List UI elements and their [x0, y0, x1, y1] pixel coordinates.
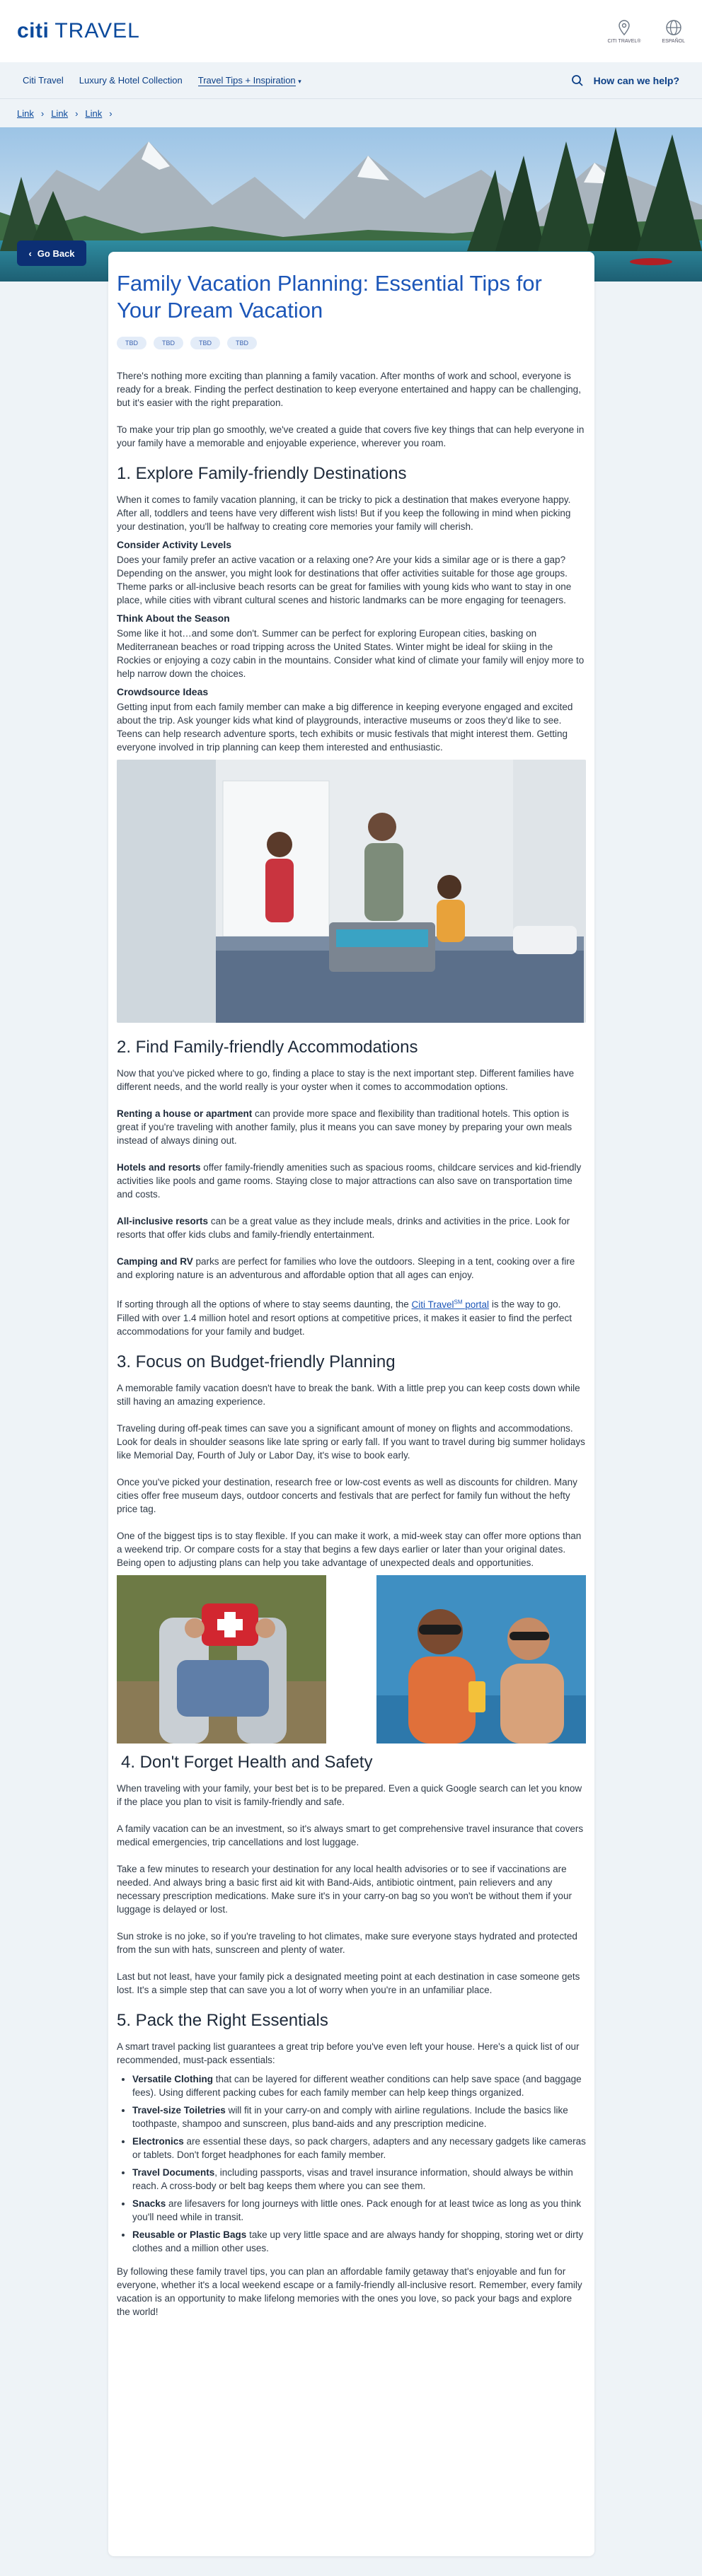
- breadcrumb: [0, 99, 702, 127]
- tag-chip[interactable]: TBD: [227, 337, 257, 349]
- help-link[interactable]: How can we help?: [593, 74, 679, 86]
- go-back-label: Go Back: [37, 248, 75, 259]
- essential-text: are lifesavers for long journeys with little ones. Pack enough for at least twice as long as you think you'll need while in transit.: [132, 2198, 582, 2222]
- language-toggle-label: ESPAÑOL: [662, 38, 685, 44]
- intro-paragraph: There's nothing more exciting than planning a family vacation. After months of work and school, everyone is ready for a break. Finding the perfect destination to keep everyone entertained and happy can be challenging, but it's easier with the right preparation.: [117, 371, 581, 408]
- nav-link-travel-tips-label: Travel Tips + Inspiration: [197, 75, 296, 86]
- breadcrumb-link-1[interactable]: Link: [17, 108, 34, 119]
- tag-list: [117, 337, 586, 349]
- section-paragraph: Does your family prefer an active vacation or a relaxing one? Are your kids a similar age or is there a gap? Depending on the answer, you might look for destinations that offer activities suitable for those age groups. Theme parks or all-inclusive beach resorts can be great for families with young kids who want to stay in one place, while cities with vibrant cultural scenes and historic landmarks can be more engaging for teenagers.: [117, 555, 572, 605]
- language-toggle-button[interactable]: [662, 19, 685, 44]
- chevron-right-icon: ›: [40, 108, 45, 119]
- section-heading-essentials: 5. Pack the Right Essentials: [117, 2010, 328, 2030]
- portal-text-post: is the way to go. Filled with over 1.4 million hotel and resort options at competitive prices, it makes it easier to find the perfect accommodations for your family and budget.: [117, 1299, 572, 1337]
- section-paragraph: Once you've picked your destination, research free or low-cost events as well as discounts for children. Many cities offer free museum days, outdoor concerts and festivals that are perfect for family fun without the hefty price tag.: [117, 1476, 577, 1514]
- essential-text: that can be layered for different weather conditions can help save space (and baggage fees). Using different packing cubes for each family member can help keep things organized.: [132, 2073, 582, 2098]
- section-paragraph: Take a few minutes to research your destination for any local health advisories or to see if vaccinations are needed. And always bring a basic first aid kit with Band-Aids, antibiotic ointment, pain relievers and any necessary prescription medications. Make sure it's in your carry-on bag so you won't be without them if your luggage is delayed or lost.: [117, 1863, 572, 1915]
- image-pair: [117, 1575, 586, 1744]
- section-paragraph: Sun stroke is no joke, so if you're traveling to hot climates, make sure everyone stays hydrated and protected from the sun with hats, sunscreen and plenty of water.: [117, 1930, 577, 1955]
- section-heading-budget: 3. Focus on Budget-friendly Planning: [117, 1352, 396, 1371]
- essential-label: Reusable or Plastic Bags: [132, 2229, 247, 2240]
- essential-text: take up very little space and are always handy for shopping, storing wet or dirty clothes and a million other uses.: [132, 2229, 584, 2253]
- tag-chip[interactable]: TBD: [154, 337, 183, 349]
- essential-label: Travel-size Toiletries: [132, 2104, 226, 2116]
- essentials-list: [117, 2072, 586, 2255]
- essential-text: , including passports, visas and travel insurance information, should always be within reach. A cross-body or belt bag keeps them where you can see them.: [132, 2166, 573, 2191]
- portal-link-text: portal: [465, 1299, 490, 1310]
- accommodation-option: [117, 1255, 586, 1282]
- option-label: Renting a house or apartment: [117, 1108, 253, 1119]
- option-label: All-inclusive resorts: [117, 1216, 209, 1226]
- section-paragraph: A family vacation can be an investment, so it's always smart to get comprehensive travel insurance that covers medical emergencies, trip cancellations and lost luggage.: [117, 1823, 584, 1847]
- site-header: [0, 0, 702, 62]
- closing-paragraph: By following these family travel tips, you can plan an affordable family getaway that's enjoyable and fun for everyone, whether it's a local weekend escape or a family-friendly all-inclusive resort. Remember, every family vacation is an opportunity to make lifelong memories with the ones you love, so pack your bags and explore the world!: [117, 2265, 582, 2317]
- accommodation-option: [117, 1214, 586, 1241]
- option-label: Hotels and resorts: [117, 1162, 201, 1173]
- nav-link-travel-tips[interactable]: [198, 75, 301, 86]
- section-paragraph: Getting input from each family member can make a big difference in keeping everyone engaged and excited about the trip. Ask younger kids what kind of playgrounds, interactive museums or zoos they'd like to see. Teens can help research adventure sports, tech exhibits or music festivals that might interest them. Getting everyone involved in trip planning can keep them interested and enthusiastic.: [117, 702, 573, 753]
- section-heading-accommodations: 2. Find Family-friendly Accommodations: [117, 1038, 418, 1057]
- list-item: [132, 2104, 586, 2130]
- portal-text-pre: If sorting through all the options of where to stay seems daunting, the: [117, 1299, 412, 1310]
- main-nav: [0, 62, 702, 99]
- go-back-button[interactable]: [17, 240, 86, 266]
- essential-text: are essential these days, so pack chargers, adapters and any necessary gadgets like cameras or tablets. Don't forget headphones for each family member.: [132, 2135, 586, 2160]
- section-paragraph: Last but not least, have your family pick a designated meeting point at each destination in case someone gets lost. It's a simple step that can save you a lot of worry when you're in an unfamiliar place.: [117, 1971, 580, 1995]
- logo-citi-wordmark: citi: [17, 19, 50, 42]
- sunscreen-photo: [376, 1575, 586, 1744]
- section-paragraph: One of the biggest tips is to stay flexible. If you can make it work, a mid-week stay can offer more options than a weekend trip. Or compare costs for a stay that begins a few days earlier or later than your original dates. Being open to adjusting plans can help you take advantage of unexpected deals and opportunities.: [117, 1530, 582, 1568]
- first-aid-kit-illustration: [117, 1575, 326, 1744]
- section-paragraph: A smart travel packing list guarantees a great trip before you've even left your house. Here's a quick list of our recommended, must-pack essentials:: [117, 2041, 580, 2065]
- essential-text: will fit in your carry-on and comply with airline regulations. Include the basics like toothpaste, shampoo and sunscreen, plus band-aids and any prescription medicine.: [132, 2104, 568, 2129]
- section-paragraph: Traveling during off-peak times can save you a significant amount of money on flights and accommodations. Look for deals in shoulder seasons like late spring or early fall. If you want to travel during big summer holidays like Memorial Day, Fourth of July or Labor Day, it's wise to book early.: [117, 1422, 585, 1461]
- search-icon[interactable]: [571, 74, 584, 87]
- accommodation-option: [117, 1161, 586, 1201]
- list-item: [132, 2135, 586, 2162]
- citi-travel-logo[interactable]: [17, 19, 140, 43]
- option-text: can provide more space and flexibility than traditional hotels. This option is great if you're traveling with another family, plus it means you can save money by preparing your own meals instead of always dining out.: [117, 1108, 572, 1146]
- intro-paragraph: To make your trip plan go smoothly, we've created a guide that covers five key things that can help everyone in your family have a memorable and enjoyable experience, wherever you roam.: [117, 424, 585, 448]
- essential-label: Electronics: [132, 2135, 184, 2147]
- section-heading-health-safety: 4. Don't Forget Health and Safety: [121, 1752, 373, 1772]
- section-paragraph: Now that you've picked where to go, finding a place to stay is the next important step. Different families have different needs, and the world really is your oyster when it comes to accommodation options.: [117, 1068, 575, 1092]
- accommodation-option: [117, 1107, 586, 1147]
- chevron-right-icon: ›: [75, 108, 79, 119]
- subheading-activity-levels: Consider Activity Levels: [117, 539, 232, 550]
- breadcrumb-link-3[interactable]: Link: [85, 108, 103, 119]
- list-item: [132, 2197, 586, 2224]
- section-paragraph: A memorable family vacation doesn't have to break the bank. With a little prep you can keep costs down while still having an amazing experience.: [117, 1382, 580, 1407]
- tag-chip[interactable]: TBD: [117, 337, 146, 349]
- service-mark: SM: [454, 1299, 463, 1305]
- list-item: [132, 2228, 586, 2255]
- portal-link-text: Citi Travel: [411, 1299, 454, 1310]
- article-title: Family Vacation Planning: Essential Tips for Your Dream Vacation: [117, 271, 542, 323]
- chevron-down-icon: ▾: [298, 78, 301, 85]
- citi-travel-location-label: CITI TRAVEL®: [607, 38, 641, 44]
- logo-arc-icon: [4, 0, 28, 2]
- list-item: [132, 2072, 586, 2099]
- tag-chip[interactable]: TBD: [190, 337, 220, 349]
- option-text: can be a great value as they include meals, drinks and activities in the price. Look for resorts that offer kids clubs and family-friendly entertainment.: [117, 1216, 570, 1240]
- option-text: offer family-friendly amenities such as spacious rooms, childcare services and kid-friendly activities like pools and game rooms. Staying close to major attractions can also save on transportation time and costs.: [117, 1162, 582, 1200]
- essential-label: Snacks: [132, 2198, 166, 2209]
- family-packing-illustration: [117, 760, 586, 1023]
- nav-link-luxury-hotel[interactable]: Luxury & Hotel Collection: [79, 75, 183, 86]
- sunscreen-illustration: [376, 1575, 586, 1744]
- subheading-season: Think About the Season: [117, 613, 230, 624]
- section-paragraph: When traveling with your family, your best bet is to be prepared. Even a quick Google search can let you know if the place you plan to visit is family-friendly and safe.: [117, 1782, 582, 1807]
- essential-label: Versatile Clothing: [132, 2073, 214, 2084]
- first-aid-kit-photo: [117, 1575, 326, 1744]
- section-paragraph: Some like it hot…and some don't. Summer can be perfect for exploring European cities, basking on Mediterranean beaches or road tripping across the United States. Winter might be ideal for skiing in the Rockies or enjoying a cozy cabin in the mountains. Consider what kind of climate your family will enjoy more to help narrow down the choices.: [117, 628, 585, 679]
- breadcrumb-link-2[interactable]: Link: [51, 108, 69, 119]
- nav-link-citi-travel[interactable]: Citi Travel: [23, 75, 64, 86]
- chevron-right-icon: ›: [109, 108, 113, 119]
- section-heading-destinations: 1. Explore Family-friendly Destinations: [117, 464, 407, 483]
- article-card: [108, 252, 594, 2556]
- chevron-left-icon: ‹: [28, 248, 32, 259]
- essential-label: Travel Documents: [132, 2166, 215, 2178]
- location-pin-icon: [616, 19, 632, 36]
- citi-travel-portal-link[interactable]: [412, 1299, 490, 1310]
- subheading-crowdsource: Crowdsource Ideas: [117, 686, 209, 697]
- list-item: [132, 2166, 586, 2193]
- citi-travel-location-button[interactable]: [608, 19, 641, 44]
- portal-paragraph: [117, 1295, 586, 1338]
- option-label: Camping and RV: [117, 1256, 193, 1267]
- section-paragraph: When it comes to family vacation planning, it can be tricky to pick a destination that makes everyone happy. After all, toddlers and teens have very different wish lists! But if you keep the following in mind when picking your destination, you'll be halfway to creating core memories your family will cherish.: [117, 494, 571, 532]
- globe-icon: [665, 19, 682, 36]
- option-text: parks are perfect for families who love the outdoors. Sleeping in a tent, cooking over a fire and exploring nature is an adventurous and affordable option that all ages can enjoy.: [117, 1256, 575, 1280]
- family-packing-photo: [117, 760, 586, 1023]
- logo-travel-wordmark: TRAVEL: [54, 19, 140, 42]
